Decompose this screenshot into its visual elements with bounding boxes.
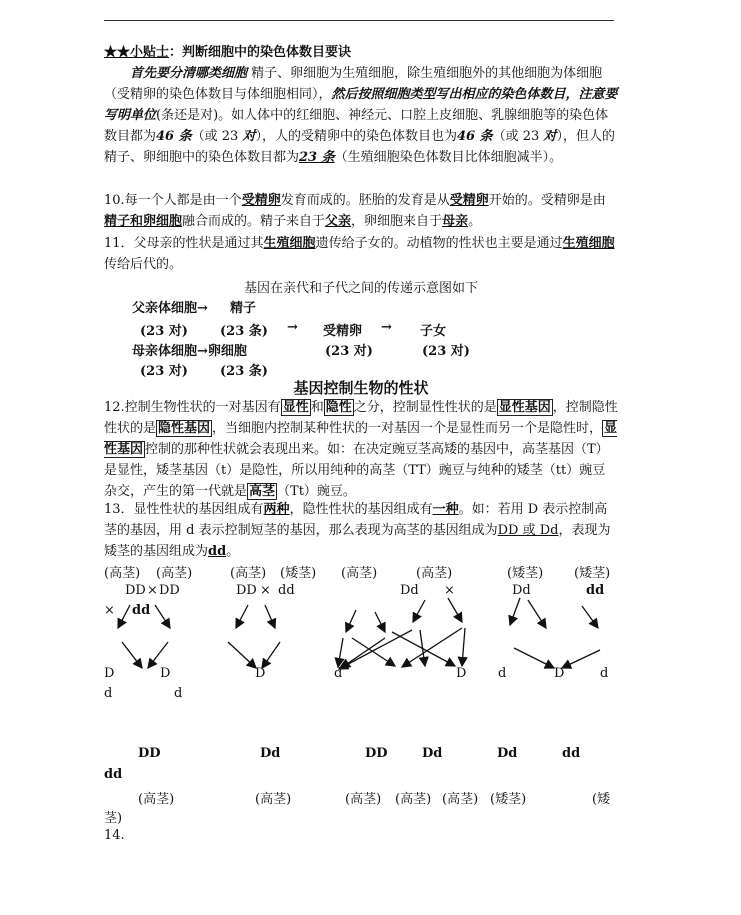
q12-text-k: 控制的那种性状就会表现出来。如：在决定豌豆茎高矮的基因中，高茎基因（T）是显性，矮茎基因（t）是隐性，所以用纯种的高茎（TT）豌豆与纯种的矮茎（tt）豌豆杂交，产生的第一代就是 (104, 442, 609, 499)
q13-answer-3: DD 或 Dd (497, 523, 559, 538)
q11-text-a: 11．父母亲的性状是通过其 (104, 236, 264, 251)
cross4-allele-3: d (600, 666, 609, 681)
offspring-3-pheno: (高茎) (345, 792, 382, 807)
offspring-7-pheno-a: (矮 (592, 792, 611, 807)
cross2-parent-2: (矮茎) (280, 566, 317, 581)
q11-answer-1: 生殖细胞 (263, 236, 316, 251)
cross2-times: × (260, 583, 271, 598)
q10-answer-5: 母亲 (442, 214, 469, 229)
scheme-arrow-1: → (287, 320, 298, 335)
q13-answer-1: 两种 (263, 502, 290, 517)
tip-emphasis-2: 然后按照细胞类型写出相应的染色体数目，注意要写明单位 (104, 87, 618, 123)
arrow (375, 612, 385, 632)
cross1-geno-2: DD (159, 583, 180, 598)
arrow (528, 600, 546, 628)
q10-text-a: 10.每一个人都是由一个 (104, 193, 242, 208)
q10-text-e: 开始的。受精卵是由 (488, 193, 606, 208)
scheme-egg-23tiao: (23 条) (220, 364, 268, 379)
q10-answer-4: 父亲 (325, 214, 352, 229)
offspring-1-pheno: (高茎) (138, 792, 175, 807)
tip-23: 23 条 (299, 150, 335, 165)
q13-text-a: 13．显性性状的基因组成有 (104, 502, 264, 517)
q10-text-k: 。 (468, 214, 482, 229)
arrow (392, 632, 455, 666)
scheme-zygote: 受精卵 (323, 324, 363, 339)
question-14-label: 14. (104, 828, 125, 843)
scheme-mother: 母亲体细胞→卵细胞 (132, 344, 247, 359)
arrow (155, 605, 170, 628)
arrow (262, 642, 280, 668)
offspring-7-pheno-b: 茎) (104, 811, 123, 826)
cross2-geno-1: DD (236, 583, 257, 598)
q10-text-g: 融合而成的。精子来自于 (182, 214, 326, 229)
cross1-allele-2: D (160, 666, 171, 681)
cross1-geno-1: DD (125, 583, 146, 598)
q13-text-i: 。 (226, 544, 240, 559)
scheme-father-23dui: (23 对) (140, 324, 188, 339)
q11-text-c: 遗传给子女的。动植物的性状也主要是通过 (315, 236, 563, 251)
scheme-child: 子女 (420, 324, 447, 339)
scheme-sperm: 精子 (230, 301, 257, 316)
arrow (346, 610, 356, 632)
q13-text-e: 。如：若用 D 表示控制高茎的基因，用 d 表示控制短茎的基因，那么表现为高茎的基因组成为 (104, 502, 608, 538)
cross2-geno-2: dd (278, 583, 295, 598)
cross4-geno-2: dd (586, 583, 605, 598)
q10-answer-2: 受精卵 (449, 193, 489, 208)
cross1-times: × (147, 583, 158, 598)
cross4-allele-2: D (554, 666, 565, 681)
arrow (265, 605, 275, 628)
arrow (148, 642, 168, 668)
q12-text-i: ，当细胞内控制某种性状的一对基因一个是显性而另一个是隐性时， (212, 421, 603, 436)
tip-dui-1: 对 (242, 129, 256, 144)
arrow (228, 642, 256, 668)
tip-text-3: （或 23 (191, 129, 243, 144)
cross4-allele-1: d (498, 666, 507, 681)
scheme-zygote-23dui: (23 对) (325, 344, 373, 359)
cross3-parent-2: (高茎) (416, 566, 453, 581)
tip-text-5: （或 23 (492, 129, 544, 144)
tip-text-4: ），人的受精卵中的染色体数目也为 (255, 129, 457, 144)
q10-answer-3: 精子和卵细胞 (104, 214, 183, 229)
tip-label: ★★小贴士 (104, 45, 170, 60)
arrow (236, 605, 248, 628)
arrow (118, 605, 130, 628)
q12-text-a: 12.控制生物性状的一对基因有 (104, 400, 281, 415)
section-title: 基因控制生物的性状 (293, 379, 429, 397)
arrow (514, 648, 554, 668)
offspring-6-geno: dd (562, 746, 581, 761)
cross3-times: × (444, 583, 455, 598)
q12-text-c: 和 (310, 400, 324, 415)
scheme-arrow-2: → (381, 320, 392, 335)
arrow (339, 630, 412, 669)
arrow (462, 628, 465, 666)
offspring-2-pheno: (高茎) (255, 792, 292, 807)
arrow (413, 600, 425, 622)
q11-text-e: 传给后代的。 (104, 257, 183, 272)
offspring-3-geno: DD (365, 746, 388, 761)
scheme-father: 父亲体细胞→ (132, 301, 208, 316)
arrow (402, 628, 462, 667)
q13-text-c: ，隐性性状的基因组成有 (289, 502, 433, 517)
offspring-4-geno: Dd (422, 746, 443, 761)
tip-text-2: (条还是对)。如人体中的红细胞、神经元、口腔上皮细胞、乳腺细胞等的染色体数目都为 (104, 108, 609, 144)
q10-answer-1: 受精卵 (241, 193, 281, 208)
q12-answer-5: 显性基因 (104, 421, 618, 457)
scheme-child-23dui: (23 对) (422, 344, 470, 359)
offspring-4-pheno: (高茎) (395, 792, 432, 807)
tip-text-6: ），但人的精子、卵细胞中的染色体数目都为 (104, 129, 615, 165)
scheme-mother-23dui: (23 对) (140, 364, 188, 379)
arrow (338, 638, 343, 667)
q13-text-g: ，表现为矮茎的基因组成为 (104, 523, 611, 559)
q12-text-g: ，控制隐性性状的是 (104, 400, 618, 436)
q12-text-e: 之分，控制显性性状的是 (353, 400, 497, 415)
q12-answer-1: 显性 (282, 400, 309, 415)
q12-answer-4: 隐性基因 (158, 421, 211, 436)
cross2-parent-1: (高茎) (230, 566, 267, 581)
cross1-geno-3: dd (132, 603, 151, 618)
cross1-parent-1: (高茎) (104, 566, 141, 581)
cross1-times-2: × (104, 603, 115, 618)
cross1-allele-4: d (174, 686, 183, 701)
q12-answer-2: 隐性 (325, 400, 352, 415)
q11-answer-2: 生殖细胞 (562, 236, 615, 251)
offspring-6-pheno: (矮茎) (490, 792, 527, 807)
tip-emphasis-1: 首先要分清哪类细胞 (130, 66, 248, 81)
q12-text-m: （Tt）豌豆。 (277, 484, 356, 499)
arrow (510, 598, 520, 625)
tip-46b: 46 条 (456, 129, 493, 144)
arrow (122, 642, 142, 668)
cross4-parent-1: (矮茎) (507, 566, 544, 581)
cross3-geno-1: Dd (400, 583, 419, 598)
offspring-5-geno: Dd (497, 746, 518, 761)
scheme-title: 基因在亲代和子代之间的传递示意图如下 (243, 281, 478, 296)
offspring-5-pheno: (高茎) (442, 792, 479, 807)
arrow (582, 606, 598, 628)
offspring-7-geno: dd (104, 767, 123, 782)
arrow (562, 650, 600, 668)
cross3-allele-2: D (456, 666, 467, 681)
cross3-allele-1: d (334, 666, 343, 681)
arrow (448, 598, 462, 622)
tip-46a: 46 条 (156, 129, 192, 144)
q10-text-i: ，卵细胞来自于 (351, 214, 443, 229)
cross2-allele: D (255, 666, 266, 681)
tip-text-1: 精子、卵细胞为生殖细胞，除生殖细胞外的其他细胞为体细胞（受精卵的染色体数目与体细胞相同）， (104, 66, 603, 102)
offspring-2-geno: Dd (260, 746, 281, 761)
cross1-parent-2: (高茎) (156, 566, 193, 581)
cross3-parent-1: (高茎) (341, 566, 378, 581)
scheme-sperm-23tiao: (23 条) (220, 324, 268, 339)
cross4-parent-2: (矮茎) (574, 566, 611, 581)
arrow (341, 638, 385, 668)
cross1-allele-3: d (104, 686, 113, 701)
q12-answer-3: 显性基因 (498, 400, 551, 415)
tip-title: ：判断细胞中的染色体数目要诀 (169, 45, 352, 60)
q12-answer-6: 高茎 (249, 484, 276, 499)
tip-dui-2: 对 (543, 129, 557, 144)
q13-answer-2: 一种 (432, 502, 459, 517)
cross1-allele-1: D (104, 666, 115, 681)
q10-text-c: 发育而成的。胚胎的发育是从 (280, 193, 450, 208)
cross4-geno-1: Dd (512, 583, 531, 598)
q13-answer-4: dd (208, 544, 227, 559)
offspring-1-geno: DD (138, 746, 161, 761)
tip-text-7: （生殖细胞染色体数目比体细胞减半）。 (334, 150, 563, 165)
